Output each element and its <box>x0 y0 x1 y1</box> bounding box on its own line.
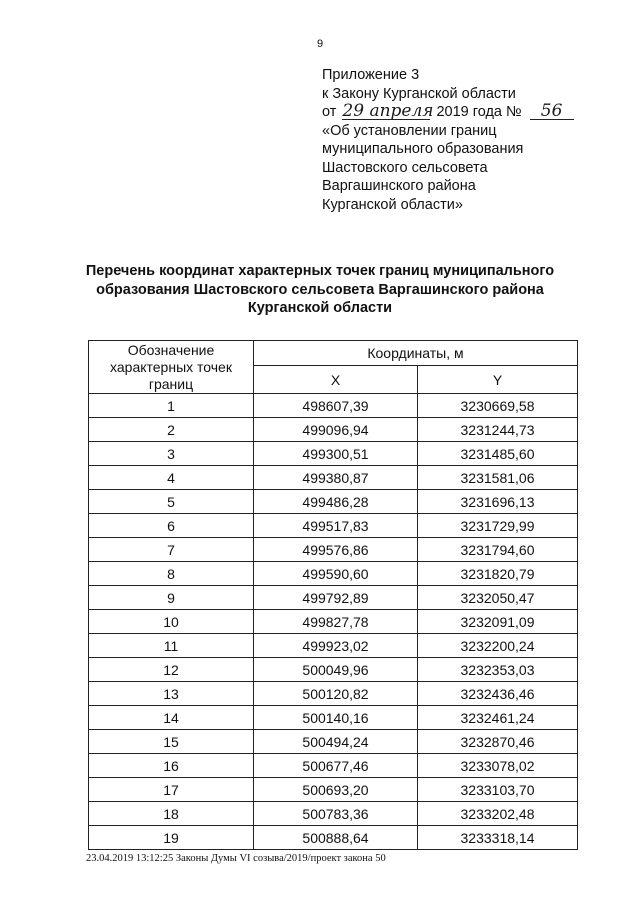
y-coordinate-cell: 3232436,46 <box>418 682 578 706</box>
x-coordinate-cell: 499792,89 <box>254 586 418 610</box>
table-row <box>89 658 578 682</box>
y-coordinate-cell: 3233318,14 <box>418 826 578 850</box>
appendix-date-line <box>322 103 622 122</box>
table-row <box>89 490 578 514</box>
y-coordinate-cell: 3232870,46 <box>418 730 578 754</box>
header-y: Y <box>418 366 578 394</box>
point-id-cell: 9 <box>89 586 254 610</box>
point-id-cell: 3 <box>89 442 254 466</box>
point-id-cell: 7 <box>89 538 254 562</box>
point-id-cell: 18 <box>89 802 254 826</box>
header-coordinates: Координаты, м <box>254 341 578 366</box>
law-name-line-2: муниципального образования <box>322 141 524 157</box>
appendix-law-ref: к Закону Курганской области <box>322 85 516 102</box>
footer-stamp: 23.04.2019 13:12:25 Законы Думы VI созыва/2019/проект закона 50 <box>86 853 386 864</box>
table-row <box>89 562 578 586</box>
law-name-line-4: Варгашинского района <box>322 178 476 194</box>
title-line-2: образования Шастовского сельсовета Варгашинского района <box>96 281 544 298</box>
point-id-cell: 1 <box>89 394 254 418</box>
y-coordinate-cell: 3232200,24 <box>418 634 578 658</box>
x-coordinate-cell: 500783,36 <box>254 802 418 826</box>
appendix-title: Приложение 3 <box>322 67 420 83</box>
y-coordinate-cell: 3233202,48 <box>418 802 578 826</box>
x-coordinate-cell: 500693,20 <box>254 778 418 802</box>
table-row <box>89 682 578 706</box>
point-id-cell: 4 <box>89 466 254 490</box>
table-row <box>89 418 578 442</box>
x-coordinate-cell: 499590,60 <box>254 562 418 586</box>
x-coordinate-cell: 500120,82 <box>254 682 418 706</box>
table-row <box>89 538 578 562</box>
handwritten-date: 29 апреля <box>342 101 434 121</box>
y-coordinate-cell: 3231820,79 <box>418 562 578 586</box>
point-id-cell: 16 <box>89 754 254 778</box>
y-coordinate-cell: 3232461,24 <box>418 706 578 730</box>
table-row <box>89 754 578 778</box>
coordinates-table <box>88 340 578 850</box>
point-id-cell: 14 <box>89 706 254 730</box>
title-line-3: Курганской области <box>247 300 393 316</box>
y-coordinate-cell: 3233103,70 <box>418 778 578 802</box>
y-coordinate-cell: 3232353,03 <box>418 658 578 682</box>
point-id-cell: 15 <box>89 730 254 754</box>
point-id-cell: 8 <box>89 562 254 586</box>
point-id-cell: 2 <box>89 418 254 442</box>
x-coordinate-cell: 499576,86 <box>254 538 418 562</box>
point-id-cell: 10 <box>89 610 254 634</box>
handwritten-law-number: 56 <box>530 104 574 120</box>
table-row <box>89 706 578 730</box>
appendix-block <box>322 66 622 214</box>
title-line-1: Перечень координат характерных точек границ муниципального <box>85 263 555 279</box>
y-coordinate-cell: 3231244,73 <box>418 418 578 442</box>
point-id-cell: 13 <box>89 682 254 706</box>
point-id-cell: 19 <box>89 826 254 850</box>
table-row <box>89 826 578 850</box>
table-row <box>89 466 578 490</box>
point-id-cell: 17 <box>89 778 254 802</box>
year-text: 2019 года № <box>436 104 522 120</box>
law-name-line-3: Шастовского сельсовета <box>322 159 488 176</box>
y-coordinate-cell: 3231696,13 <box>418 490 578 514</box>
x-coordinate-cell: 500677,46 <box>254 754 418 778</box>
y-coordinate-cell: 3233078,02 <box>418 754 578 778</box>
point-id-cell: 12 <box>89 658 254 682</box>
x-coordinate-cell: 499380,87 <box>254 466 418 490</box>
table-row <box>89 610 578 634</box>
y-coordinate-cell: 3232091,09 <box>418 610 578 634</box>
point-id-cell: 11 <box>89 634 254 658</box>
document-title <box>60 262 580 318</box>
y-coordinate-cell: 3231485,60 <box>418 442 578 466</box>
date-prefix: от <box>322 104 337 120</box>
x-coordinate-cell: 498607,39 <box>254 394 418 418</box>
header-designation: Обозначение характерных точек границ <box>89 341 254 394</box>
table-row <box>89 394 578 418</box>
x-coordinate-cell: 500494,24 <box>254 730 418 754</box>
point-id-cell: 5 <box>89 490 254 514</box>
table-row <box>89 730 578 754</box>
x-coordinate-cell: 499517,83 <box>254 514 418 538</box>
x-coordinate-cell: 500049,96 <box>254 658 418 682</box>
table-row <box>89 802 578 826</box>
y-coordinate-cell: 3231794,60 <box>418 538 578 562</box>
page-number: 9 <box>316 38 324 50</box>
table-row <box>89 634 578 658</box>
x-coordinate-cell: 499923,02 <box>254 634 418 658</box>
point-id-cell: 6 <box>89 514 254 538</box>
x-coordinate-cell: 500888,64 <box>254 826 418 850</box>
x-coordinate-cell: 499827,78 <box>254 610 418 634</box>
table-row <box>89 442 578 466</box>
y-coordinate-cell: 3231729,99 <box>418 514 578 538</box>
y-coordinate-cell: 3232050,47 <box>418 586 578 610</box>
y-coordinate-cell: 3230669,58 <box>418 394 578 418</box>
x-coordinate-cell: 499486,28 <box>254 490 418 514</box>
x-coordinate-cell: 500140,16 <box>254 706 418 730</box>
x-coordinate-cell: 499096,94 <box>254 418 418 442</box>
table-row <box>89 778 578 802</box>
law-name-line-1: «Об установлении границ <box>322 122 497 139</box>
y-coordinate-cell: 3231581,06 <box>418 466 578 490</box>
table-row <box>89 586 578 610</box>
x-coordinate-cell: 499300,51 <box>254 442 418 466</box>
law-name-line-5: Курганской области» <box>322 196 463 213</box>
table-row <box>89 514 578 538</box>
header-x: X <box>254 366 418 394</box>
